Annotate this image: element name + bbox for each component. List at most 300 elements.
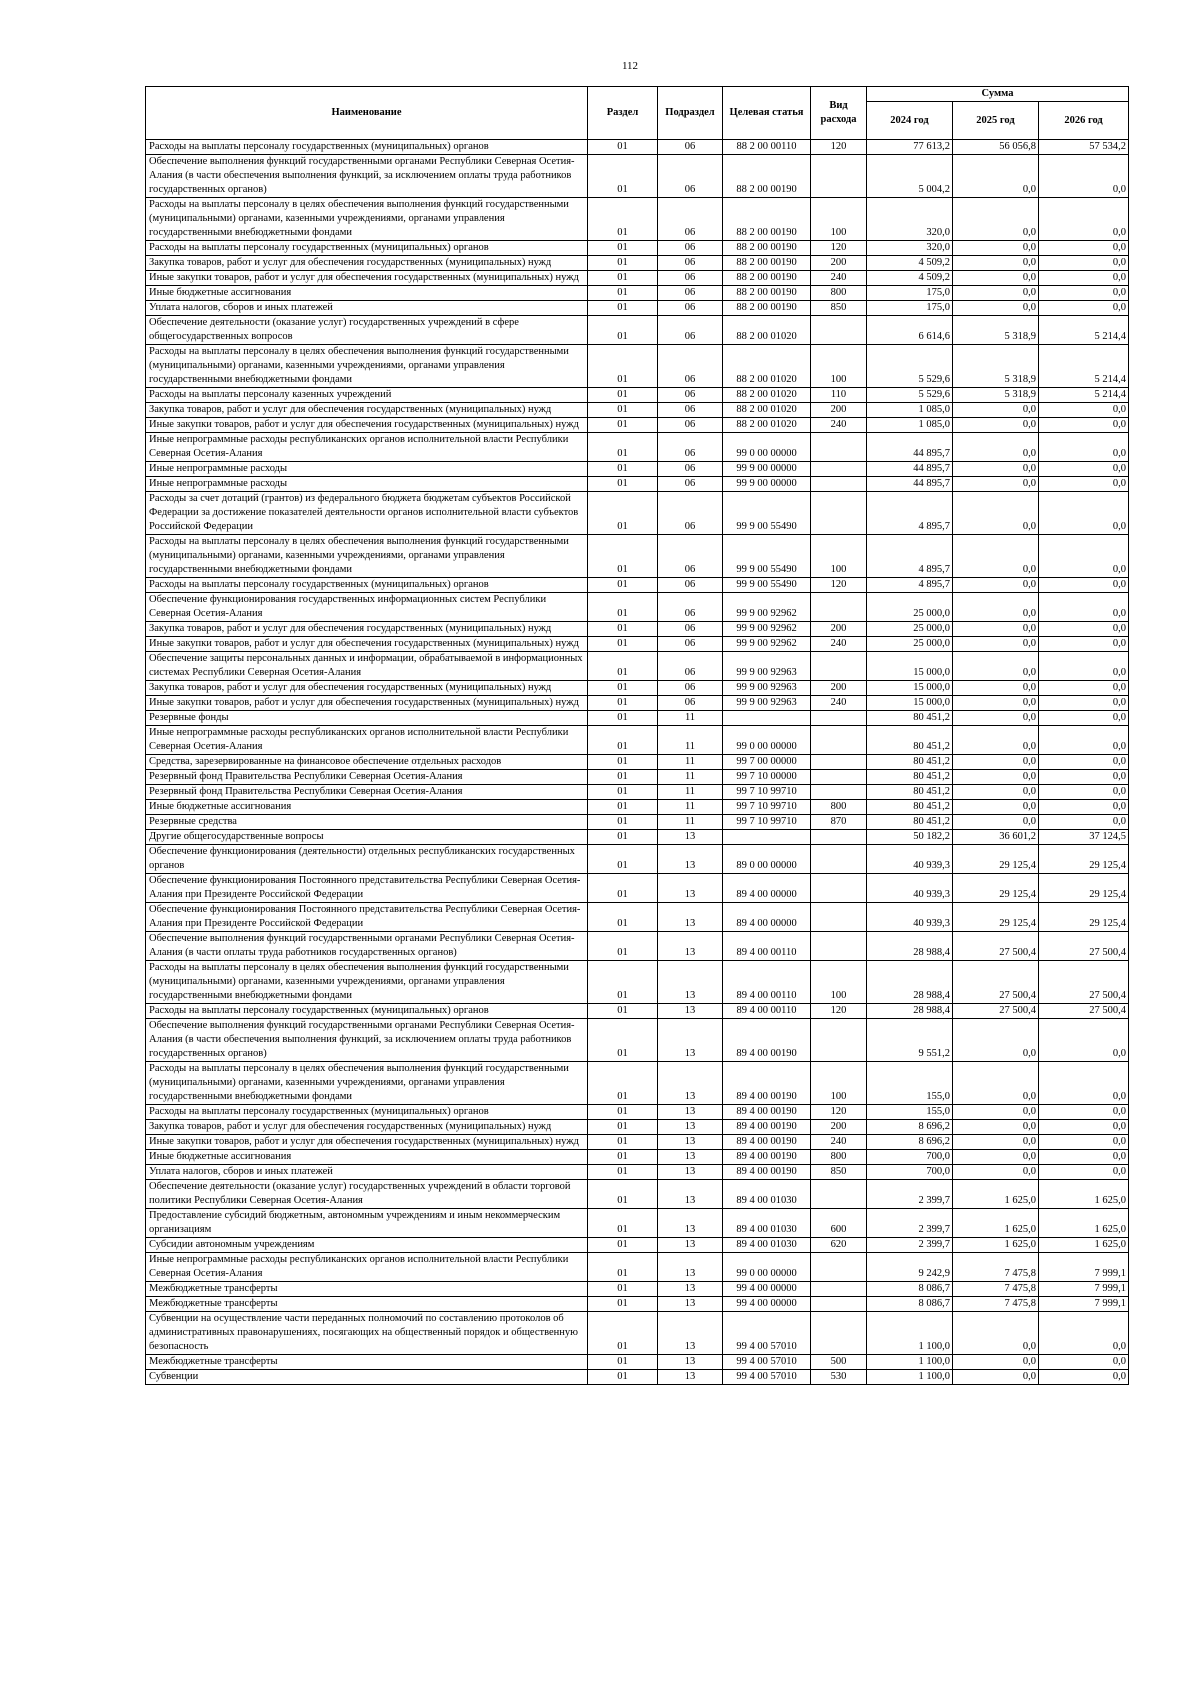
cell-target: 99 9 00 55490 [723,492,811,535]
cell-target: 89 4 00 00110 [723,932,811,961]
table-row [146,1297,1129,1312]
cell-2026: 0,0 [1039,198,1129,241]
cell-2026: 0,0 [1039,1062,1129,1105]
cell-expense-type [811,1019,867,1062]
cell-2025: 1 625,0 [953,1209,1039,1238]
cell-2025: 5 318,9 [953,316,1039,345]
cell-expense-type: 240 [811,637,867,652]
cell-2026: 27 500,4 [1039,961,1129,1004]
cell-section: 01 [588,593,658,622]
cell-2025: 7 475,8 [953,1297,1039,1312]
cell-2025: 1 625,0 [953,1238,1039,1253]
cell-section: 01 [588,1282,658,1297]
cell-expense-type: 240 [811,1135,867,1150]
cell-expense-type: 120 [811,1004,867,1019]
cell-2025: 0,0 [953,462,1039,477]
table-row [146,1180,1129,1209]
cell-subsection: 06 [658,286,723,301]
table-row [146,1105,1129,1120]
cell-expense-type: 200 [811,622,867,637]
cell-name: Обеспечение функционирования Постоянного представительства Республики Северная Осетия-Алания при Президенте Российской Федерации [146,874,588,903]
table-row [146,1370,1129,1385]
cell-expense-type: 620 [811,1238,867,1253]
cell-expense-type [811,477,867,492]
cell-2024: 80 451,2 [867,726,953,755]
cell-name: Обеспечение выполнения функций государственными органами Республики Северная Осетия-Алания (в части обеспечения выполнения функций, за исключением оплаты труда работников государственных органов) [146,155,588,198]
cell-subsection: 11 [658,726,723,755]
cell-2024: 175,0 [867,301,953,316]
cell-expense-type [811,1297,867,1312]
cell-target: 99 0 00 00000 [723,726,811,755]
cell-target: 99 9 00 92963 [723,652,811,681]
cell-2025: 29 125,4 [953,874,1039,903]
cell-name: Уплата налогов, сборов и иных платежей [146,1165,588,1180]
cell-subsection: 13 [658,1120,723,1135]
cell-subsection: 13 [658,1312,723,1355]
table-row [146,696,1129,711]
cell-target: 99 9 00 92962 [723,622,811,637]
cell-section: 01 [588,1180,658,1209]
cell-2026: 0,0 [1039,477,1129,492]
cell-2025: 0,0 [953,1135,1039,1150]
cell-name: Расходы на выплаты персоналу государственных (муниципальных) органов [146,140,588,155]
cell-2025: 0,0 [953,403,1039,418]
cell-subsection: 11 [658,755,723,770]
cell-2024: 9 242,9 [867,1253,953,1282]
cell-2026: 27 500,4 [1039,932,1129,961]
cell-section: 01 [588,1019,658,1062]
cell-name: Резервный фонд Правительства Республики Северная Осетия-Алания [146,785,588,800]
cell-2024: 700,0 [867,1165,953,1180]
cell-2026: 37 124,5 [1039,830,1129,845]
cell-2024: 155,0 [867,1105,953,1120]
cell-2025: 0,0 [953,433,1039,462]
cell-subsection: 06 [658,316,723,345]
cell-subsection: 06 [658,271,723,286]
table-row [146,1238,1129,1253]
cell-section: 01 [588,770,658,785]
cell-section: 01 [588,1150,658,1165]
cell-2026: 1 625,0 [1039,1209,1129,1238]
cell-2025: 0,0 [953,711,1039,726]
cell-2024: 4 895,7 [867,492,953,535]
cell-2024: 4 895,7 [867,535,953,578]
cell-expense-type: 100 [811,198,867,241]
cell-2024: 1 085,0 [867,418,953,433]
table-row [146,155,1129,198]
cell-subsection: 13 [658,830,723,845]
cell-2026: 0,0 [1039,785,1129,800]
cell-name: Межбюджетные трансферты [146,1297,588,1312]
cell-subsection: 06 [658,301,723,316]
cell-2025: 0,0 [953,652,1039,681]
cell-expense-type: 110 [811,388,867,403]
cell-target: 99 9 00 55490 [723,578,811,593]
cell-subsection: 13 [658,1165,723,1180]
cell-2026: 5 214,4 [1039,316,1129,345]
cell-expense-type: 100 [811,1062,867,1105]
cell-section: 01 [588,198,658,241]
cell-2024: 15 000,0 [867,681,953,696]
cell-subsection: 13 [658,1135,723,1150]
cell-name: Иные непрограммные расходы республиканских органов исполнительной власти Республики Северная Осетия-Алания [146,726,588,755]
cell-target: 99 9 00 00000 [723,462,811,477]
cell-expense-type [811,770,867,785]
cell-subsection: 06 [658,403,723,418]
cell-target: 89 4 00 00110 [723,1004,811,1019]
cell-target: 99 7 10 99710 [723,785,811,800]
cell-2024: 25 000,0 [867,637,953,652]
cell-2026: 0,0 [1039,433,1129,462]
cell-2024: 1 085,0 [867,403,953,418]
table-row [146,535,1129,578]
cell-name: Резервные средства [146,815,588,830]
cell-2025: 0,0 [953,637,1039,652]
cell-target: 88 2 00 00190 [723,256,811,271]
cell-expense-type: 800 [811,286,867,301]
cell-expense-type: 100 [811,535,867,578]
cell-2026: 0,0 [1039,681,1129,696]
cell-2025: 0,0 [953,535,1039,578]
cell-subsection: 13 [658,903,723,932]
cell-section: 01 [588,874,658,903]
cell-2025: 36 601,2 [953,830,1039,845]
cell-target: 99 7 00 00000 [723,755,811,770]
cell-target: 99 4 00 57010 [723,1312,811,1355]
cell-2024: 8 086,7 [867,1282,953,1297]
cell-expense-type: 200 [811,403,867,418]
cell-subsection: 13 [658,932,723,961]
cell-target: 99 9 00 92963 [723,681,811,696]
cell-2026: 0,0 [1039,1370,1129,1385]
cell-section: 01 [588,403,658,418]
cell-expense-type: 530 [811,1370,867,1385]
cell-2025: 0,0 [953,755,1039,770]
cell-2026: 0,0 [1039,726,1129,755]
page-number: 112 [621,60,639,72]
cell-name: Иные бюджетные ассигнования [146,800,588,815]
cell-2026: 0,0 [1039,711,1129,726]
cell-2025: 0,0 [953,492,1039,535]
cell-target: 88 2 00 01020 [723,316,811,345]
cell-section: 01 [588,961,658,1004]
cell-name: Иные бюджетные ассигнования [146,286,588,301]
cell-target: 99 4 00 00000 [723,1297,811,1312]
cell-expense-type: 120 [811,578,867,593]
table-row [146,593,1129,622]
cell-2026: 0,0 [1039,418,1129,433]
cell-expense-type: 200 [811,681,867,696]
cell-name: Резервный фонд Правительства Республики Северная Осетия-Алания [146,770,588,785]
cell-2026: 0,0 [1039,301,1129,316]
cell-2025: 0,0 [953,696,1039,711]
cell-target: 88 2 00 00190 [723,241,811,256]
cell-2024: 15 000,0 [867,652,953,681]
cell-2025: 0,0 [953,681,1039,696]
cell-section: 01 [588,418,658,433]
cell-name: Закупка товаров, работ и услуг для обеспечения государственных (муниципальных) нужд [146,256,588,271]
cell-2024: 25 000,0 [867,622,953,637]
cell-subsection: 06 [658,593,723,622]
cell-name: Расходы за счет дотаций (грантов) из федерального бюджета бюджетам субъектов Российской Федерации за достижение показателей деятельности органов исполнительной власти субъектов Российской Федерации [146,492,588,535]
cell-2024: 80 451,2 [867,755,953,770]
cell-section: 01 [588,1209,658,1238]
cell-2026: 0,0 [1039,1165,1129,1180]
table-row [146,578,1129,593]
cell-expense-type [811,785,867,800]
cell-expense-type [811,433,867,462]
cell-2024: 40 939,3 [867,845,953,874]
cell-name: Закупка товаров, работ и услуг для обеспечения государственных (муниципальных) нужд [146,622,588,637]
cell-expense-type: 870 [811,815,867,830]
cell-target: 89 4 00 00190 [723,1019,811,1062]
cell-section: 01 [588,433,658,462]
cell-section: 01 [588,903,658,932]
cell-2025: 0,0 [953,1019,1039,1062]
cell-name: Другие общегосударственные вопросы [146,830,588,845]
cell-2026: 0,0 [1039,155,1129,198]
table-row [146,388,1129,403]
cell-subsection: 13 [658,1004,723,1019]
cell-name: Обеспечение выполнения функций государственными органами Республики Северная Осетия-Алания (в части обеспечения выполнения функций, за исключением оплаты труда работников государственных органов) [146,1019,588,1062]
cell-target: 88 2 00 01020 [723,345,811,388]
cell-target: 89 4 00 01030 [723,1180,811,1209]
cell-2024: 4 509,2 [867,271,953,286]
cell-subsection: 06 [658,492,723,535]
cell-subsection: 13 [658,1282,723,1297]
cell-target: 99 9 00 92962 [723,593,811,622]
cell-section: 01 [588,462,658,477]
cell-subsection: 13 [658,1150,723,1165]
cell-2024: 80 451,2 [867,711,953,726]
cell-2024: 8 696,2 [867,1120,953,1135]
table-row [146,1062,1129,1105]
cell-2026: 57 534,2 [1039,140,1129,155]
table-row [146,1120,1129,1135]
cell-expense-type [811,932,867,961]
cell-section: 01 [588,1004,658,1019]
cell-2024: 40 939,3 [867,874,953,903]
cell-2026: 7 999,1 [1039,1253,1129,1282]
cell-target: 89 4 00 01030 [723,1209,811,1238]
table-row [146,403,1129,418]
cell-target: 88 2 00 00190 [723,301,811,316]
cell-name: Иные непрограммные расходы республиканских органов исполнительной власти Республики Северная Осетия-Алания [146,1253,588,1282]
cell-2025: 0,0 [953,800,1039,815]
cell-subsection: 06 [658,388,723,403]
cell-2026: 29 125,4 [1039,903,1129,932]
cell-name: Иные закупки товаров, работ и услуг для обеспечения государственных (муниципальных) нужд [146,1135,588,1150]
cell-target: 89 4 00 00190 [723,1120,811,1135]
table-row [146,316,1129,345]
table-row [146,198,1129,241]
cell-expense-type: 500 [811,1355,867,1370]
table-row [146,433,1129,462]
cell-2025: 0,0 [953,1105,1039,1120]
header-2024: 2024 год [867,102,953,140]
cell-subsection: 06 [658,433,723,462]
cell-expense-type [811,652,867,681]
cell-2025: 0,0 [953,622,1039,637]
table-row [146,1150,1129,1165]
cell-section: 01 [588,800,658,815]
cell-expense-type [811,755,867,770]
cell-2026: 5 214,4 [1039,345,1129,388]
cell-2026: 0,0 [1039,815,1129,830]
cell-2025: 0,0 [953,155,1039,198]
cell-target: 89 0 00 00000 [723,845,811,874]
cell-expense-type [811,316,867,345]
cell-target: 99 0 00 00000 [723,433,811,462]
cell-section: 01 [588,286,658,301]
table-row [146,345,1129,388]
cell-section: 01 [588,1253,658,1282]
cell-subsection: 06 [658,140,723,155]
cell-target: 89 4 00 00190 [723,1150,811,1165]
cell-2024: 5 529,6 [867,345,953,388]
cell-name: Обеспечение деятельности (оказание услуг) государственных учреждений в сфере общегосударственных вопросов [146,316,588,345]
cell-section: 01 [588,256,658,271]
cell-expense-type: 240 [811,418,867,433]
cell-target: 89 4 00 00190 [723,1135,811,1150]
cell-target: 99 9 00 55490 [723,535,811,578]
cell-subsection: 11 [658,800,723,815]
cell-subsection: 13 [658,1297,723,1312]
table-row [146,1282,1129,1297]
cell-name: Иные непрограммные расходы [146,462,588,477]
cell-expense-type: 850 [811,301,867,316]
cell-name: Обеспечение функционирования (деятельности) отдельных республиканских государственных органов [146,845,588,874]
cell-2024: 9 551,2 [867,1019,953,1062]
cell-2024: 1 100,0 [867,1355,953,1370]
cell-name: Уплата налогов, сборов и иных платежей [146,301,588,316]
cell-section: 01 [588,241,658,256]
cell-2024: 77 613,2 [867,140,953,155]
cell-2025: 56 056,8 [953,140,1039,155]
cell-2026: 0,0 [1039,637,1129,652]
cell-2024: 44 895,7 [867,477,953,492]
cell-name: Расходы на выплаты персоналу казенных учреждений [146,388,588,403]
table-row [146,961,1129,1004]
cell-target: 88 2 00 00190 [723,271,811,286]
cell-expense-type [811,845,867,874]
cell-2026: 0,0 [1039,755,1129,770]
cell-expense-type: 600 [811,1209,867,1238]
cell-section: 01 [588,155,658,198]
budget-table [145,86,1129,1385]
table-row [146,256,1129,271]
cell-2024: 8 086,7 [867,1297,953,1312]
cell-2026: 0,0 [1039,593,1129,622]
cell-target: 89 4 00 00110 [723,961,811,1004]
cell-expense-type [811,492,867,535]
cell-subsection: 13 [658,1370,723,1385]
cell-target: 89 4 00 00000 [723,874,811,903]
cell-name: Иные закупки товаров, работ и услуг для обеспечения государственных (муниципальных) нужд [146,418,588,433]
cell-section: 01 [588,681,658,696]
header-target: Целевая статья [723,87,811,140]
table-row [146,874,1129,903]
cell-name: Обеспечение функционирования государственных информационных систем Республики Северная Осетия-Алания [146,593,588,622]
cell-target: 89 4 00 00190 [723,1105,811,1120]
cell-expense-type [811,726,867,755]
cell-2025: 5 318,9 [953,388,1039,403]
cell-subsection: 06 [658,637,723,652]
cell-2026: 0,0 [1039,1355,1129,1370]
cell-2026: 5 214,4 [1039,388,1129,403]
table-row [146,1165,1129,1180]
cell-section: 01 [588,492,658,535]
cell-section: 01 [588,1238,658,1253]
cell-expense-type [811,593,867,622]
table-row [146,1312,1129,1355]
cell-target: 99 4 00 57010 [723,1370,811,1385]
cell-expense-type [811,711,867,726]
cell-expense-type: 800 [811,1150,867,1165]
table-row [146,932,1129,961]
table-row [146,1209,1129,1238]
table-row [146,785,1129,800]
cell-2024: 4 509,2 [867,256,953,271]
cell-target: 88 2 00 00110 [723,140,811,155]
cell-2025: 0,0 [953,1165,1039,1180]
cell-2024: 320,0 [867,198,953,241]
cell-2026: 0,0 [1039,462,1129,477]
cell-2024: 50 182,2 [867,830,953,845]
cell-2024: 15 000,0 [867,696,953,711]
cell-2025: 0,0 [953,1062,1039,1105]
cell-name: Иные непрограммные расходы республиканских органов исполнительной власти Республики Северная Осетия-Алания [146,433,588,462]
cell-section: 01 [588,1370,658,1385]
cell-name: Обеспечение защиты персональных данных и информации, обрабатываемой в информационных системах Республики Северная Осетия-Алания [146,652,588,681]
cell-subsection: 13 [658,874,723,903]
table-row [146,286,1129,301]
cell-subsection: 13 [658,845,723,874]
cell-2026: 0,0 [1039,286,1129,301]
cell-name: Предоставление субсидий бюджетным, автономным учреждениям и иным некоммерческим организациям [146,1209,588,1238]
cell-target: 99 7 10 99710 [723,800,811,815]
cell-target: 99 7 10 99710 [723,815,811,830]
cell-2024: 700,0 [867,1150,953,1165]
cell-name: Иные закупки товаров, работ и услуг для обеспечения государственных (муниципальных) нужд [146,637,588,652]
table-row [146,770,1129,785]
cell-section: 01 [588,1120,658,1135]
cell-target: 99 4 00 57010 [723,1355,811,1370]
cell-section: 01 [588,726,658,755]
cell-2025: 0,0 [953,726,1039,755]
cell-subsection: 06 [658,681,723,696]
cell-2026: 0,0 [1039,1105,1129,1120]
cell-section: 01 [588,271,658,286]
cell-2024: 28 988,4 [867,932,953,961]
cell-section: 01 [588,711,658,726]
cell-name: Расходы на выплаты персоналу в целях обеспечения выполнения функций государственными (муниципальными) органами, казенными учреждениями, органами управления государственными внебюджетными фондами [146,345,588,388]
cell-2024: 44 895,7 [867,433,953,462]
cell-expense-type [811,1180,867,1209]
cell-target: 89 4 00 01030 [723,1238,811,1253]
cell-2026: 0,0 [1039,1312,1129,1355]
cell-expense-type: 100 [811,961,867,1004]
cell-subsection: 13 [658,1238,723,1253]
cell-2026: 0,0 [1039,241,1129,256]
cell-2024: 4 895,7 [867,578,953,593]
cell-2026: 0,0 [1039,696,1129,711]
cell-2026: 0,0 [1039,622,1129,637]
table-row [146,241,1129,256]
table-row [146,301,1129,316]
cell-expense-type [811,1312,867,1355]
cell-2025: 0,0 [953,418,1039,433]
